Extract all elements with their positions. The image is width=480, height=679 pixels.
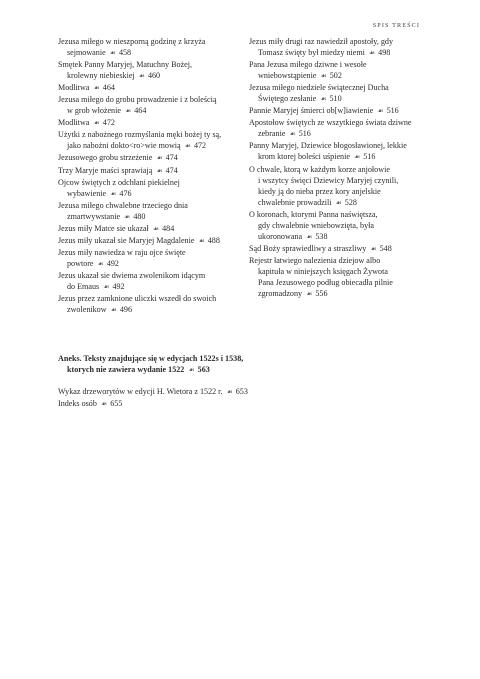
toc-entry-title-line: Pana Jezusa miłego dziwne i wesołe — [249, 60, 367, 70]
toc-page-number: 472 — [193, 141, 207, 151]
toc-entry-title-line: i wszytcy święci Dziewicy Maryjej czynili, — [258, 175, 399, 185]
toc-entry-title-line: Jezus miły ukazał sie Maryjej Magdalenie — [58, 235, 195, 245]
fleuron-icon: ☙ — [335, 198, 342, 207]
toc-page-number: 464 — [102, 83, 115, 93]
fleuron-icon: ☙ — [320, 72, 327, 81]
toc-entry-title-line: Jezus ukazał sie dwiema zwolenikom idącym — [58, 270, 206, 280]
fleuron-icon: ☙ — [138, 72, 145, 81]
fleuron-icon: ☙ — [110, 306, 117, 315]
toc-page-number: 510 — [329, 94, 342, 104]
toc-entry-title-line: O chwale, ktorą w każdym korze anjołowie — [249, 164, 390, 174]
toc-entry — [249, 140, 439, 163]
toc-entry — [58, 117, 258, 129]
toc-entry-title-line: gdy chwalebnie wniebowzięta, była — [258, 220, 374, 230]
fleuron-icon: ☙ — [124, 212, 131, 221]
toc-entry-title-line: Jezusa miłego chwalebne trzeciego dnia — [58, 200, 188, 210]
toc-page-number: 556 — [315, 289, 328, 299]
fleuron-icon: ☙ — [198, 236, 205, 245]
toc-entry-title-line: Pana Jezusowego podług obiecadła pilnie — [258, 277, 393, 287]
toc-entry-title-line: ktorych nie zawiera wydanie 1522 — [67, 365, 185, 375]
fleuron-icon: ☙ — [370, 244, 377, 253]
toc-entry — [58, 293, 258, 316]
toc-left-column — [58, 36, 258, 316]
toc-page-number: 516 — [298, 129, 311, 139]
toc-entry — [58, 177, 258, 200]
toc-page-number: 548 — [379, 243, 392, 253]
toc-right-column — [249, 36, 439, 300]
toc-entry — [58, 386, 388, 398]
toc-entry-title-line: Jezus miły Matce sie ukazał — [58, 223, 149, 233]
fleuron-icon: ☙ — [184, 142, 191, 151]
fleuron-icon: ☙ — [110, 189, 117, 198]
toc-entry — [58, 129, 258, 152]
toc-page-number: 538 — [315, 231, 328, 241]
toc-entry — [249, 164, 439, 209]
toc-entry — [249, 209, 439, 243]
toc-entry — [249, 255, 439, 300]
toc-entry — [58, 152, 258, 164]
toc-page-number: 484 — [162, 223, 175, 233]
fleuron-icon: ☙ — [306, 232, 313, 241]
toc-entry — [249, 105, 439, 117]
toc-entry-title-line: zebranie — [258, 129, 286, 139]
toc-page-number: 480 — [133, 211, 146, 221]
toc-page-number: 563 — [197, 365, 210, 375]
toc-entry — [58, 200, 258, 223]
toc-entry-title-line: Jezus przez zamknione uliczki wszedł do swoich — [58, 294, 217, 304]
toc-entry-title-line: zmartwywstanie — [67, 211, 121, 221]
toc-page-number: 653 — [235, 387, 248, 396]
toc-entry-title-line: Tomasz święty był miedzy niemi — [258, 48, 365, 58]
fleuron-icon: ☙ — [156, 154, 163, 163]
toc-entry-title-line: Jezus miły nawiedza w raju ojce święte — [58, 247, 186, 257]
toc-entry-title-line: Jezusowego grobu strzeżenie — [58, 153, 153, 163]
toc-page-number: 476 — [119, 188, 132, 198]
toc-entry-title-line: powtore — [67, 258, 94, 268]
toc-page-number: 516 — [363, 152, 376, 162]
toc-page-number: 472 — [102, 118, 115, 128]
toc-entry-title-line: krom ktorej boleści uśpienie — [258, 152, 350, 162]
toc-entry-title-line: wybawienie — [67, 188, 107, 198]
toc-entry — [58, 82, 258, 94]
fleuron-icon: ☙ — [353, 153, 361, 162]
toc-page-number: 488 — [207, 235, 220, 245]
toc-entry-title-line: ukoronowana — [258, 231, 303, 241]
toc-entry-title-line: Modlitwa — [58, 83, 90, 93]
toc-entry-title-line: zwolenikow — [67, 305, 107, 315]
toc-entry-title-line: Sąd Boży sprawiedliwy a straszliwy — [249, 243, 367, 253]
toc-entry-title-line: krolewny niebieskiej — [67, 71, 135, 81]
toc-entry-title-line: kiedy ją do nieba przez kory anjelskie — [258, 186, 381, 196]
toc-entry-title-line: Jezus miły drugi raz nawiedził apostoły, gdy — [249, 37, 394, 46]
fleuron-icon: ☙ — [320, 95, 327, 104]
toc-entry — [249, 36, 439, 59]
fleuron-icon: ☙ — [97, 259, 104, 268]
toc-entry-title-line: zgromadzony — [258, 289, 303, 299]
toc-page-number: 492 — [112, 281, 125, 291]
fleuron-icon: ☙ — [289, 130, 296, 139]
toc-entry — [249, 82, 439, 105]
toc-entry-title-line: Modlitwa — [58, 118, 90, 128]
fleuron-icon: ☙ — [152, 224, 160, 233]
toc-page-number: 516 — [386, 106, 399, 116]
fleuron-icon: ☙ — [100, 400, 108, 409]
toc-entry — [58, 36, 258, 59]
toc-entry-title-line: chwalebnie prowadzili — [258, 197, 332, 207]
toc-entry-title-line: Jezusa miłego niedziele świątecznej Ducha — [249, 83, 389, 93]
running-head: SPIS TREŚCI — [372, 22, 420, 29]
toc-entry — [58, 94, 258, 117]
toc-entry-title-line: O koronach, ktorymi Panna naświętsza, — [249, 209, 378, 219]
toc-entry-title-line: Jezusa miłego w nieszporną godzinę z krzyża — [58, 37, 206, 46]
fleuron-icon: ☙ — [124, 107, 132, 116]
toc-entry — [58, 59, 258, 82]
toc-entry-title-line: do Emaus — [67, 281, 100, 291]
fleuron-icon: ☙ — [188, 366, 195, 375]
toc-entry — [58, 270, 258, 293]
fleuron-icon: ☙ — [93, 84, 100, 93]
toc-entry-title-line: Indeks osób — [58, 399, 97, 409]
toc-entry — [58, 398, 388, 410]
toc-entry-title-line: Trzy Maryje maści sprawiają — [58, 165, 153, 175]
toc-entry — [58, 353, 388, 376]
toc-page-number: 502 — [329, 71, 342, 81]
toc-page-number: 474 — [165, 153, 178, 163]
toc-entry-title-line: Rejestr łatwiego nalezienia dziejow albo — [249, 255, 381, 265]
fleuron-icon: ☙ — [226, 388, 233, 396]
toc-entry-title-line: kapituła w niniejszych księgach Żywota — [258, 266, 388, 276]
toc-page-number: 492 — [106, 258, 119, 268]
toc-entry — [249, 59, 439, 82]
toc-entry-title-line: Smętek Panny Maryjej, Matuchny Bożej, — [58, 60, 192, 70]
toc-entry-title-line: Aneks. Teksty znajdujące się w edycjach 1522s i 1538, — [58, 354, 244, 363]
toc-annex-entry — [58, 353, 388, 376]
toc-page-number: 528 — [344, 197, 357, 207]
fleuron-icon: ☙ — [109, 49, 116, 58]
toc-entry-title-line: sejmowanie — [67, 48, 106, 58]
toc-page-number: 458 — [118, 48, 132, 58]
toc-entry — [249, 117, 439, 140]
toc-page-number: 498 — [378, 48, 391, 58]
toc-entry-title-line: Jezusa miłego do grobu prowadzenie i z boleścią — [58, 95, 217, 105]
toc-entry — [58, 223, 258, 235]
toc-page-number: 474 — [165, 165, 178, 175]
toc-entry-title-line: w grob włożenie — [67, 106, 121, 116]
toc-entry-title-line: Pannie Maryjej śmierci ob[w]iawienie — [249, 106, 374, 116]
fleuron-icon: ☙ — [93, 119, 100, 128]
toc-entry-title-line: Panny Maryjej, Dziewice błogosławionej, lekkie — [249, 141, 407, 151]
toc-entry-title-line: Świętego zesłanie — [258, 94, 317, 104]
fleuron-icon: ☙ — [368, 49, 376, 58]
fleuron-icon: ☙ — [103, 282, 110, 291]
fleuron-icon: ☙ — [377, 107, 384, 116]
fleuron-icon: ☙ — [156, 166, 163, 175]
toc-entry — [58, 165, 258, 177]
toc-entry-title-line: wniebowstąpienie — [258, 71, 317, 81]
toc-page-number: 655 — [110, 399, 123, 409]
toc-entry — [249, 243, 439, 255]
toc-page-number: 460 — [147, 71, 161, 81]
toc-entry-title-line: Ojcow świętych z odchłani piekielnej — [58, 177, 180, 187]
toc-page-number: 496 — [119, 305, 132, 315]
toc-entry — [58, 247, 258, 270]
toc-page-number: 464 — [134, 106, 147, 116]
toc-entry-title-line: Użytki z nabożnego rozmyślania męki bożej ty są, — [58, 130, 222, 140]
toc-entry-title-line: Wykaz drzeworytów w edycji H. Wietora z 1522 r. — [58, 387, 223, 396]
toc-entry-title-line: jako nabożni dokto<ro>wie mowią — [67, 141, 181, 151]
fleuron-icon: ☙ — [306, 290, 313, 299]
toc-entry-title-line: Apostołow świętych ze wszytkiego świata dziwne — [249, 118, 412, 128]
toc-entry — [58, 235, 258, 247]
toc-tail-entries — [58, 386, 388, 410]
